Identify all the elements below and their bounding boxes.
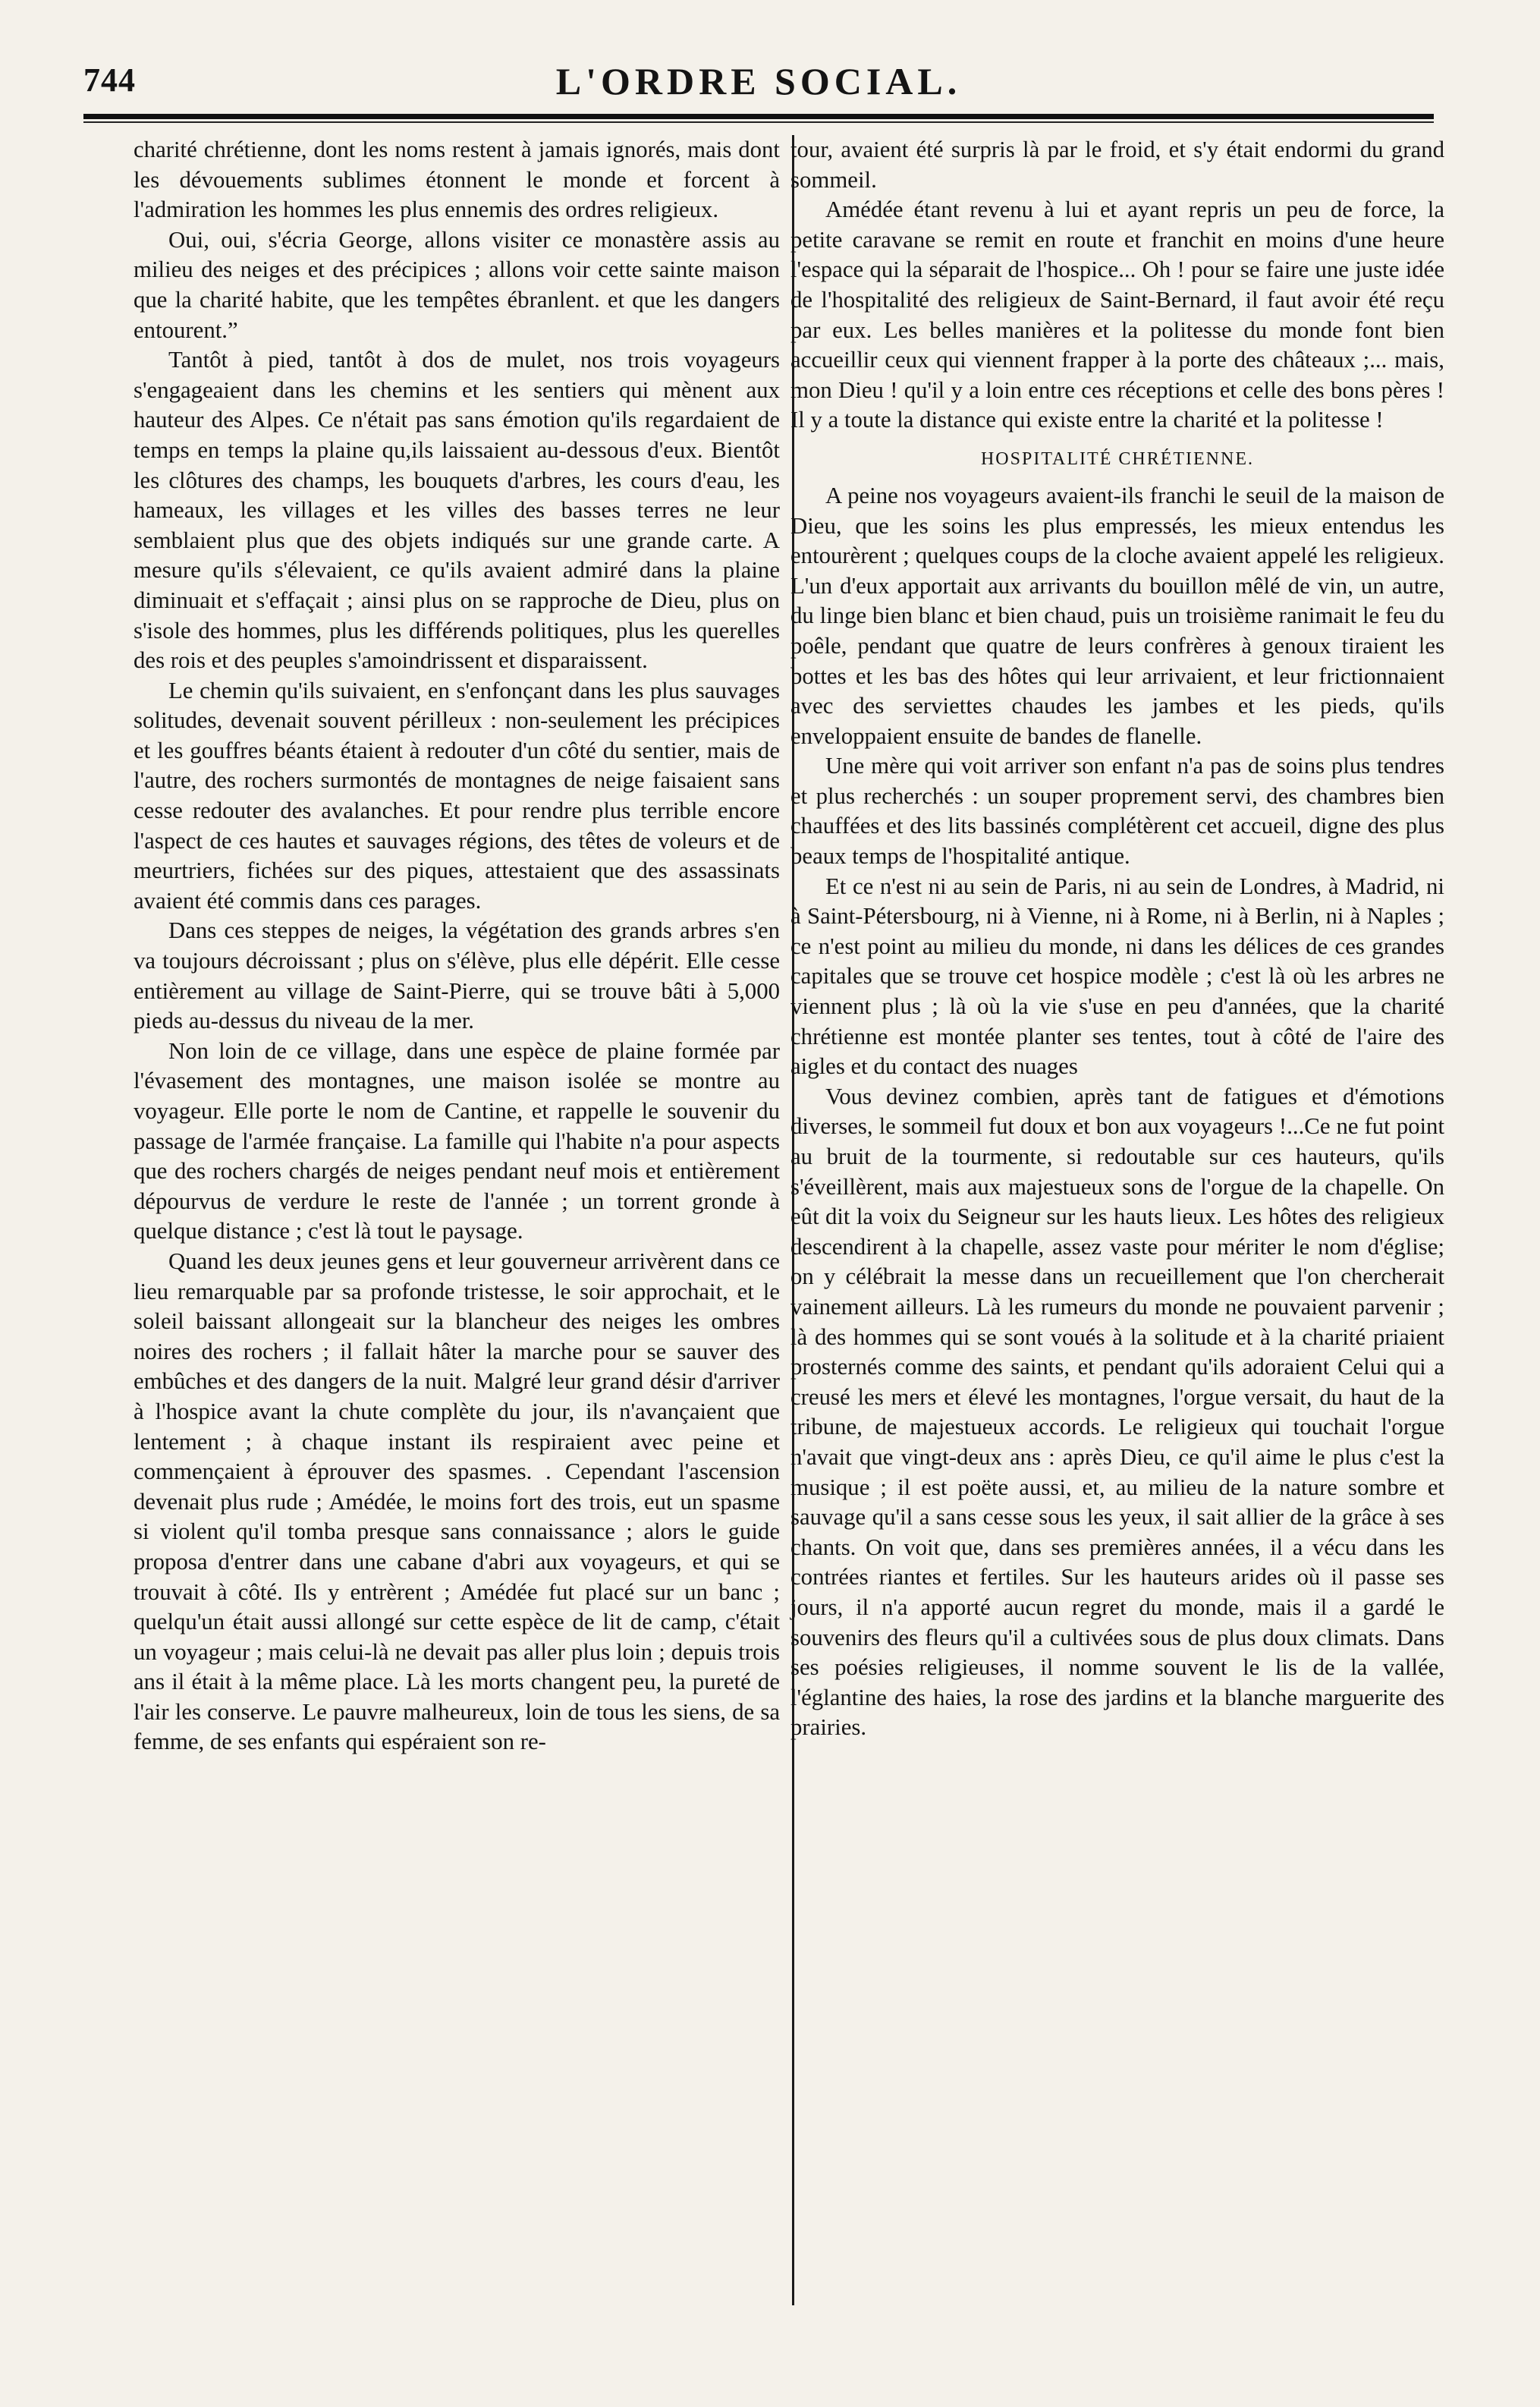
section-heading: HOSPITALITÉ CHRÉTIENNE.: [980, 448, 1255, 469]
paragraph: Non loin de ce village, dans une espèce de plaine formée par l'évasement des montagnes, une maison isolée se montre au voyageur. Elle porte le nom de Cantine, et rappelle le souvenir du passage de l'armée française. La famille qui l'habite n'a pour aspects que des rochers chargés de neiges pendant neuf mois et entièrement dépourvus de verdure le reste de l'année ; un torrent gronde à quelque distance ; c'est là tout le paysage.: [134, 1037, 780, 1244]
paragraph: Et ce n'est ni au sein de Paris, ni au sein de Londres, à Madrid, ni à Saint-Pétersbourg, ni à Vienne, ni à Rome, ni à Berlin, ni à Naples ; ce n'est point au milieu du monde, ni dans les délices de ces grandes capitales que se trouve cet hospice modèle ; c'est là où les arbres ne viennent plus ; là où la vie s'use en peu d'années, que la charité chrétienne est montée planter ses tentes, tout à côté de l'aire des aigles et du contact des nuages: [790, 873, 1444, 1080]
paragraph: Le chemin qu'ils suivaient, en s'enfonçant dans les plus sauvages solitudes, devenait souvent périlleux : non-seulement les précipices et les gouffres béants étaient à redouter d'un côté du sentier, mais de l'autre, des rochers surmontés de montagnes de neige faisaient sans cesse redouter des avalanches. Et pour rendre plus terrible encore l'aspect de ces hautes et sauvages régions, des têtes de voleurs et de meurtriers, fichées sur des piques, attestaient que des assassinats avaient été commis dans ces parages.: [134, 677, 780, 914]
paragraph: Dans ces steppes de neiges, la végétation des grands arbres s'en va toujours décroissant ; plus on s'élève, plus elle dépérit. Elle cesse entièrement au village de Saint-Pierre, qui se trouve bâti à 5,000 pieds au-dessus du niveau de la mer.: [134, 917, 780, 1034]
left-column: [134, 135, 780, 2320]
paragraph: Quand les deux jeunes gens et leur gouverneur arrivèrent dans ce lieu remarquable par sa profonde tristesse, le soir approchait, et le soleil baissant allongeait sur la blancheur des neiges les ombres noires des rochers ; il fallait hâter la marche pour se sauver des embûches et des dangers de la nuit. Malgré leur grand désir d'arriver à l'hospice avant la chute complète du jour, ils n'avançaient que lentement ; à chaque instant ils respiraient avec peine et commençaient à éprouver des spasmes. . Cependant l'ascension devenait plus rude ; Amédée, le moins fort des trois, eut un spasme si violent qu'il tomba presque sans connaissance ; alors le guide proposa d'entrer dans une cabane d'abri aux voyageurs, et qui se trouvait à côté. Ils y entrèrent ; Amédée fut placé sur un banc ; quelqu'un était aussi allongé sur cette espèce de lit de camp, c'était un voyageur ; mais celui-là ne devait pas aller plus loin ; depuis trois ans il était à la même place. Là les morts changent peu, la pureté de l'air les conserve. Le pauvre malheureux, loin de tous les siens, de sa femme, de ses enfants qui espéraient son re-: [134, 1248, 780, 1755]
paragraph: Vous devinez combien, après tant de fatigues et d'émotions diverses, le sommeil fut doux et bon aux voyageurs !...Ce ne fut point au bruit de la tourmente, si redoutable sur ces hauteurs, qu'ils s'éveillèrent, mais aux majestueux sons de l'orgue de la chapelle. On eût dit la voix du Seigneur sur les hauts lieux. Les hôtes des religieux descendirent à la chapelle, assez vaste pour mériter le nom d'église; on y célébrait la messe dans un recueillement que l'on chercherait vainement ailleurs. Là les rumeurs du monde ne pouvaient parvenir ; là des hommes qui se sont voués à la solitude et à la charité priaient prosternés comme des saints, et pendant qu'ils adoraient Celui qui a creusé les mers et élevé les montagnes, l'orgue versait, du haut de la tribune, de majestueux accords. Le religieux qui touchait l'orgue n'avait que vingt-deux ans : après Dieu, ce qu'il aime le plus c'est la musique ; il est poëte aussi, et, au milieu de la nature sombre et sauvage qu'il a sans cesse sous les yeux, il sait allier de la grâce à ses chants. On voit que, dans ses premières années, il a vécu dans les contrées riantes et fertiles. Sur les hauteurs arides où il passe ses jours, il n'a apporté aucun regret du monde, mais il a gardé le souvenirs des fleurs qu'il a cultivées sous de plus doux climats. Dans ses poésies religieuses, il nomme souvent le lis de la vallée, l'églantine des haies, la rose des jardins et la blanche marguerite des prairies.: [790, 1083, 1444, 1741]
header-rule-thick: [83, 114, 1434, 119]
paragraph: Oui, oui, s'écria George, allons visiter ce monastère assis au milieu des neiges et des précipices ; allons voir cette sainte maison que la charité habite, que les tempêtes ébranlent. et que les dangers entourent.”: [134, 226, 780, 343]
paragraph: tour, avaient été surpris là par le froid, et s'y était endormi du grand sommeil.: [790, 137, 1444, 193]
paragraph: A peine nos voyageurs avaient-ils franchi le seuil de la maison de Dieu, que les soins les plus empressés, les mieux entendus les entourèrent ; quelques coups de la cloche avaient appelé les religieux. L'un d'eux apportait aux arrivants du bouillon mêlé de vin, un autre, du linge bien blanc et bien chaud, puis un troisième ranimait le feu du poêle, pendant que quatre de leurs confrères à genoux tiraient les bottes et les bas des hôtes qui leur arrivaient, et leur frictionnaient avec des serviettes chaudes les jambes et les pieds, qu'ils enveloppaient ensuite de bandes de flanelle.: [790, 482, 1444, 749]
paragraph: charité chrétienne, dont les noms restent à jamais ignorés, mais dont les dévouements sublimes étonnent le monde et forcent à l'admiration les hommes les plus ennemis des ordres religieux.: [134, 137, 780, 223]
paragraph: Une mère qui voit arriver son enfant n'a pas de soins plus tendres et plus recherchés : un souper proprement servi, des chambres bien chauffées et des lits bassinés complétèrent cet accueil, digne des plus beaux temps de l'hospitalité antique.: [790, 753, 1444, 870]
right-column: [789, 135, 1444, 2320]
page-header: [83, 61, 1434, 114]
journal-title: L'ORDRE SOCIAL.: [555, 60, 962, 102]
header-rule-thin: [83, 121, 1434, 123]
paragraph: Amédée étant revenu à lui et ayant repris un peu de force, la petite caravane se remit en route et franchit en moins d'une heure l'espace qui la séparait de l'hospice... Oh ! pour se faire une juste idée de l'hospitalité des religieux de Saint-Bernard, il faut avoir été reçu par eux. Les belles manières et la politesse du monde font bien accueillir ceux qui viennent frapper à la porte des châteaux ;... mais, mon Dieu ! qu'il y a loin entre ces réceptions et celle des bons pères ! Il y a toute la distance qui existe entre la charité et la politesse !: [790, 197, 1444, 433]
page-number: 744: [83, 61, 136, 99]
paragraph: Tantôt à pied, tantôt à dos de mulet, nos trois voyageurs s'engageaient dans les chemins et les sentiers qui mènent aux hauteur des Alpes. Ce n'était pas sans émotion qu'ils regardaient de temps en temps la plaine qu,ils laissaient au-dessous d'eux. Bientôt les clôtures des champs, les bouquets d'arbres, les cours d'eau, les hameaux, les villages et les villes des basses terres ne leur semblaient plus que des objets indiqués sur une grande carte. A mesure qu'ils s'élevaient, ce qu'ils avaient admiré dans la plaine diminuait et s'effaçait ; ainsi plus on se rapproche de Dieu, plus on s'isole des hommes, plus les différends politiques, plus les querelles des rois et des peuples s'amoindrissent et disparaissent.: [134, 347, 780, 674]
